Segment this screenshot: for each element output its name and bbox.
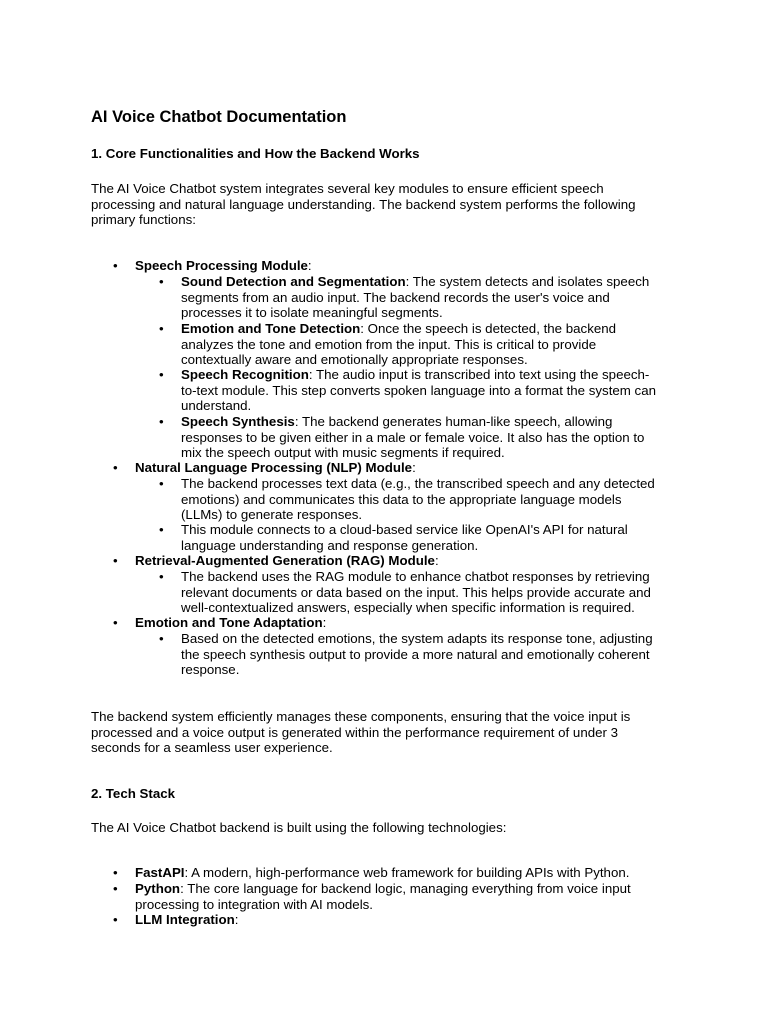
bullet-marker: • — [113, 460, 118, 475]
list-item-speech-recognition: Speech Recognition: The audio input is transcribed into text using the speech- to-text module. This step converts spoken language into a format the system can understand. — [181, 367, 657, 414]
module-speech-processing: Speech Processing Module: — [135, 258, 312, 273]
section-1-intro — [91, 181, 711, 228]
bullet-marker: • — [159, 367, 164, 382]
list-item-emotion-adaptation: Based on the detected emotions, the system adapts its response tone, adjusting the speech synthesis output to provide a more natural and emotionally coherent response. — [181, 631, 653, 678]
bullet-marker: • — [159, 522, 164, 537]
bullet-marker: • — [159, 631, 164, 646]
bullet-marker: • — [159, 476, 164, 491]
intro-line: primary functions: — [91, 212, 196, 228]
section-2-intro: The AI Voice Chatbot backend is built using the following technologies: — [91, 820, 507, 835]
bullet-marker: • — [159, 414, 164, 429]
bullet-marker: • — [159, 274, 164, 289]
bullet-marker: • — [113, 258, 118, 273]
intro-line: processing and natural language understanding. The backend system performs the following — [91, 196, 636, 212]
closing-line: seconds for a seamless user experience. — [91, 740, 333, 756]
module-name: Speech Processing Module — [135, 258, 308, 273]
bullet-marker: • — [113, 615, 118, 630]
bullet-marker: • — [113, 881, 118, 896]
module-rag: Retrieval-Augmented Generation (RAG) Module: — [135, 553, 439, 568]
list-item-nlp-cloud: This module connects to a cloud-based service like OpenAI's API for natural language understanding and response generation. — [181, 522, 628, 553]
list-item-rag: The backend uses the RAG module to enhance chatbot responses by retrieving relevant documents or data based on the input. This helps provide accurate and well-contextualized answers, especially when specific information is required. — [181, 569, 651, 616]
document-title: AI Voice Chatbot Documentation — [91, 108, 347, 126]
bullet-marker: • — [159, 321, 164, 336]
bullet-marker: • — [113, 553, 118, 568]
list-item-llm-integration: LLM Integration: — [135, 912, 239, 927]
list-item-speech-synthesis: Speech Synthesis: The backend generates human-like speech, allowing responses to be given either in a male or female voice. It also has the option to mix the speech output with music segments if required. — [181, 414, 645, 461]
bullet-marker: • — [113, 912, 118, 927]
list-item-sound-detection: Sound Detection and Segmentation: The system detects and isolates speech segments from an audio input. The backend records the user's voice and processes it to isolate meaningful segments. — [181, 274, 650, 321]
list-item-nlp-text: The backend processes text data (e.g., the transcribed speech and any detected emotions) and communicates this data to the appropriate language models (LLMs) to generate responses. — [181, 476, 655, 523]
intro-line: The AI Voice Chatbot system integrates several key modules to ensure efficient speech — [91, 181, 604, 196]
list-item-fastapi: FastAPI: A modern, high-performance web framework for building APIs with Python. — [135, 865, 630, 880]
module-name: Emotion and Tone Adaptation — [135, 615, 323, 630]
list-item-emotion-detection: Emotion and Tone Detection: Once the speech is detected, the backend analyzes the tone and emotion from the input. This is critical to provide contextually aware and emotionally appropriate responses. — [181, 321, 617, 368]
section-1-heading: 1. Core Functionalities and How the Backend Works — [91, 146, 420, 161]
bullet-marker: • — [159, 569, 164, 584]
closing-line: The backend system efficiently manages these components, ensuring that the voice input is — [91, 709, 631, 724]
closing-line: processed and a voice output is generated within the performance requirement of under 3 — [91, 724, 619, 740]
bullet-marker: • — [113, 865, 118, 880]
module-name: Natural Language Processing (NLP) Module — [135, 460, 413, 475]
section-1-closing — [91, 709, 711, 756]
module-emotion-adaptation: Emotion and Tone Adaptation: — [135, 615, 327, 630]
module-nlp: Natural Language Processing (NLP) Module: — [135, 460, 416, 475]
list-item-python: Python: The core language for backend logic, managing everything from voice input processing to integration with AI models. — [135, 881, 631, 912]
section-2-heading: 2. Tech Stack — [91, 786, 176, 801]
module-name: Retrieval-Augmented Generation (RAG) Module — [135, 553, 435, 568]
